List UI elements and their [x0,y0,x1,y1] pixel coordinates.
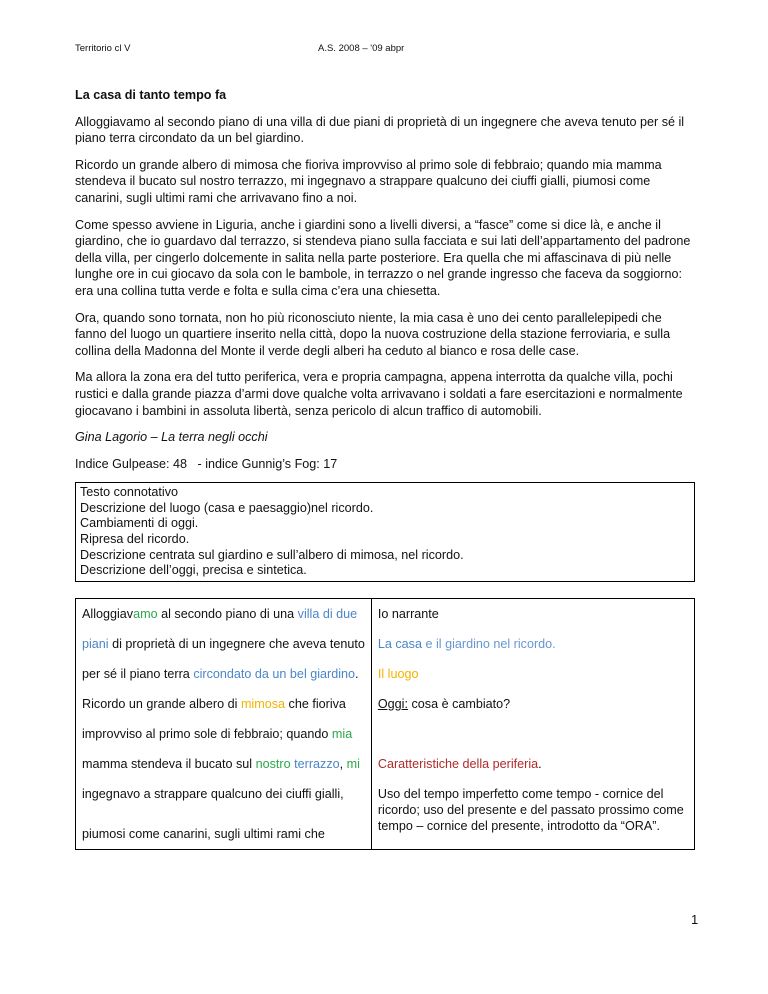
table-row [76,779,695,850]
table-cell-right: Uso del tempo imperfetto come tempo - cornice del ricordo; uso del presente e del passato prossimo come tempo – cornice del presente, introdotto da “ORA”. [371,779,694,850]
table-row [76,629,695,659]
text-span: improvviso al primo sole di febbraio; quando [82,727,332,741]
paragraph-3: Come spesso avviene in Liguria, anche i giardini sono a livelli diversi, a “fasce” come si dice là, e anche il giardino, che io guardavo dal terrazzo, si stendeva piano sulla facciata e sui lati dell’appartamento del padrone della villa, per cingerlo dolcemente in salita nella parte posteriore. Era quella che mi affascinava di più nelle lunghe ore in cui giocavo da sola con le bambole, in terrazzo o nel grande ingresso che faceva da soggiorno: era una collina tutta verde e folta e sulla cima c’era una chiesetta. [75,217,691,298]
text-span: Ricordo un grande albero di [82,697,241,711]
highlight-mimosa: mimosa [240,697,286,711]
summary-line: Descrizione dell’oggi, precisa e sintetica. [80,563,307,578]
text-span: , [339,757,347,771]
text-span: cosa è cambiato? [407,697,511,711]
highlight-place: piani [82,637,109,651]
table-cell-right [371,719,694,749]
text-span: mamma stendeva il bucato sul [82,757,256,771]
table-cell-left [76,779,372,850]
table-row [76,599,695,630]
table-cell-left [76,599,372,630]
summary-box [75,482,695,582]
analysis-table [75,598,695,850]
document-title: La casa di tanto tempo fa [75,88,227,102]
summary-line: Testo connotativo [80,485,179,500]
table-cell-left [76,659,372,689]
header-center: A.S. 2008 – '09 abpr [318,43,405,54]
text-span: . [355,667,359,681]
table-cell-left [76,749,372,779]
highlight-place: villa di due [297,607,358,621]
table-cell-right [371,749,694,779]
table-cell-left [76,629,372,659]
text-span: Alloggiav [82,607,134,621]
summary-line: Cambiamenti di oggi. [80,516,199,531]
text-span: al secondo piano di una [157,607,298,621]
summary-line: Descrizione centrata sul giardino e sull’albero di mimosa, nel ricordo. [80,547,464,562]
text-span: che fioriva [285,697,346,711]
document-body [75,87,695,582]
highlight-place: terrazzo [294,757,340,771]
summary-line: Descrizione del luogo (casa e paesaggio)nel ricordo. [80,500,374,515]
header-left: Territorio cl V [75,43,131,54]
text-span: piumosi come canarini, sugli ultimi rami che [82,827,325,841]
highlight-verb-ending: amo [133,607,158,621]
paragraph-2: Ricordo un grande albero di mimosa che fioriva improvviso al primo sole di febbraio; quando mia mamma stendeva il bucato sul nostro terrazzo, mi ingegnavo a strappare qualcuno dei ciuffi gialli, piumosi come canarini, sugli ultimi rami che arrivavano fino a noi. [75,157,662,205]
table-cell-right [371,689,694,719]
paragraph-1: Alloggiavamo al secondo piano di una villa di due piani di proprietà di un ingegnere che aveva tenuto per sé il piano terra circondato da un bel giardino. [75,114,685,146]
paragraph-5: Ma allora la zona era del tutto periferica, vera e propria campagna, appena interrotta da qualche villa, pochi rustici e dalla grande piazza d’armi dove qualche volta arrivavano i soldati a fare esercitazioni e normalmente giocavano i bambini in assoluta libertà, senza pericolo di alcun traffico di automobili. [75,370,683,418]
table-row [76,719,695,749]
highlight-place: circondato da un bel giardino [193,667,356,681]
text-span: . [538,757,542,771]
highlight-place: La casa [377,637,422,651]
paragraph-4: Ora, quando sono tornata, non ho più riconosciuto niente, la mia casa è uno dei cento parallelepipedi che fanno del luogo un quartiere inserito nella città, dopo la nuova costruzione della stazione ferroviaria, e sulla collina della Madonna del Monte il verde degli alberi ha ceduto al bianco e rosa delle case. [75,310,671,358]
text-span: per sé il piano terra [82,667,194,681]
table-row [76,659,695,689]
table-cell-left [76,689,372,719]
highlight-place: e il giardino nel ricordo. [421,637,556,651]
text-span: ingegnavo a strappare qualcuno dei ciuffi gialli, [82,787,344,801]
table-cell-right [371,629,694,659]
attribution: Gina Lagorio – La terra negli occhi [75,430,268,445]
page-number: 1 [691,912,699,927]
table-row [76,689,695,719]
table-cell-right: Il luogo [371,659,694,689]
summary-line: Ripresa del ricordo. [80,532,190,547]
table-cell-left [76,719,372,749]
table-row [76,749,695,779]
readability-indices: Indice Gulpease: 48 - indice Gunnig’s Fog: 17 [75,456,338,471]
text-span: di proprietà di un ingegnere che aveva tenuto [108,637,365,651]
table-cell-right: Io narrante [371,599,694,630]
highlight-periphery: Caratteristiche della periferia [377,757,539,771]
underlined-label: Oggi: [377,697,408,711]
highlight-person: nostro [255,757,291,771]
highlight-person: mia [331,727,353,741]
highlight-person: mi [346,757,360,771]
